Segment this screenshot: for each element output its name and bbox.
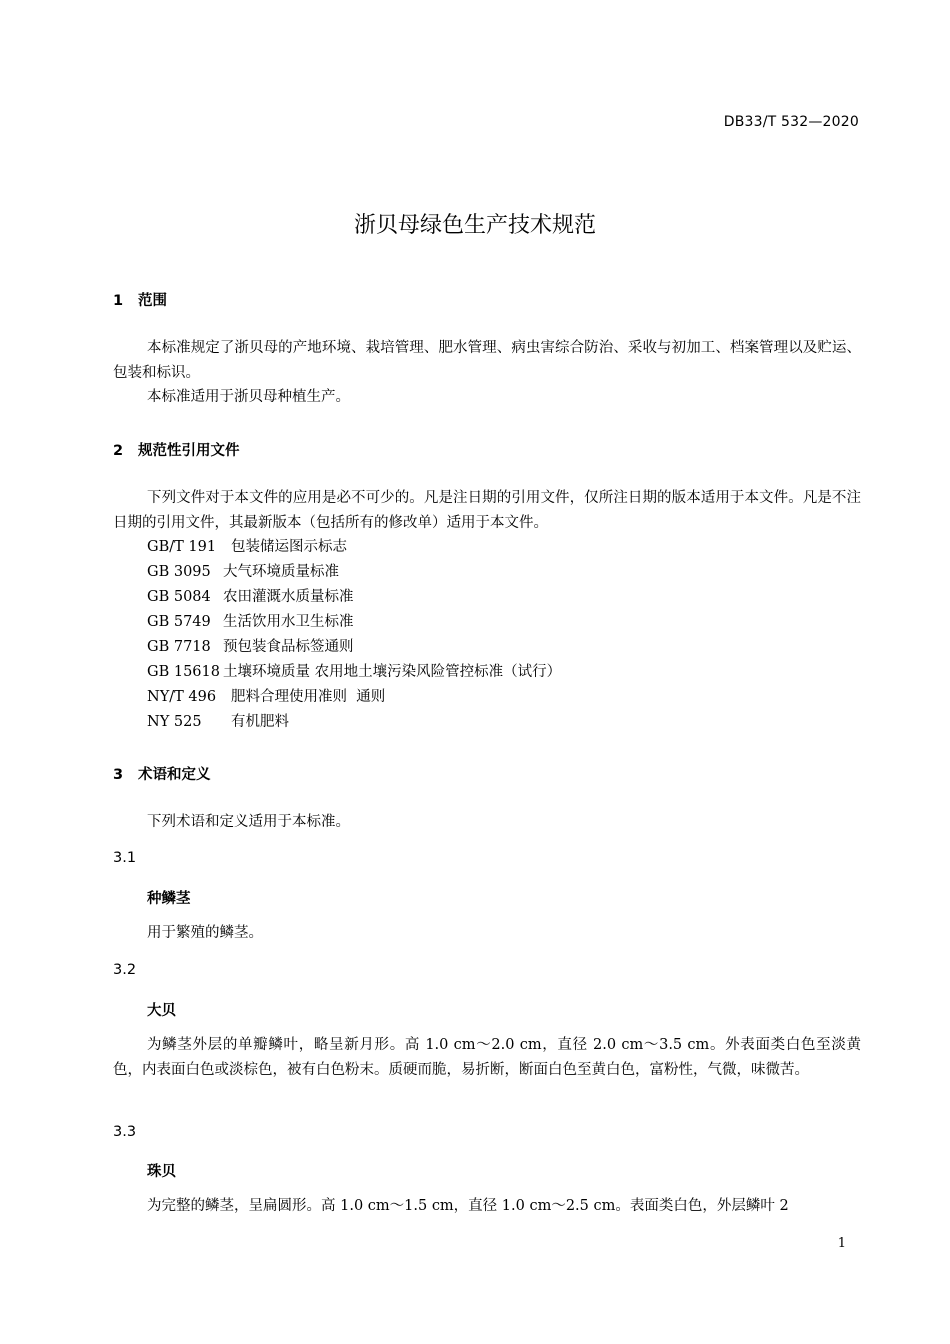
- reference-name: 土壤环境质量 农用地土壤污染风险管控标准（试行）: [223, 664, 562, 680]
- reference-name: 农田灌溉水质量标准: [223, 589, 354, 605]
- section-title: 规范性引用文件: [138, 443, 240, 459]
- term-name: 种鳞茎: [147, 891, 191, 907]
- reference-code: NY/T 496: [147, 689, 217, 705]
- standard-code: DB33/T 532—2020: [723, 114, 859, 130]
- section-title: 术语和定义: [138, 767, 211, 783]
- reference-code: GB 7718: [147, 639, 211, 655]
- section-title: 范围: [138, 293, 167, 309]
- reference-name: 肥料合理使用准则 通则: [231, 689, 386, 705]
- section-1-paragraph-1: 本标准规定了浙贝母的产地环境、栽培管理、肥水管理、病虫害综合防治、采收与初加工、档案管理以及贮运、包装和标识。: [113, 340, 861, 381]
- reference-name: 有机肥料: [231, 714, 289, 730]
- section-2-intro: 下列文件对于本文件的应用是必不可少的。凡是注日期的引用文件，仅所注日期的版本适用于本文件。凡是不注日期的引用文件，其最新版本（包括所有的修改单）适用于本文件。: [113, 490, 861, 531]
- reference-code: GB 3095: [147, 564, 211, 580]
- reference-name: 生活饮用水卫生标准: [223, 614, 354, 630]
- reference-item: [147, 585, 354, 610]
- reference-name: 包装储运图示标志: [231, 539, 347, 555]
- section-3-intro: 下列术语和定义适用于本标准。: [147, 814, 350, 830]
- section-1-heading: [113, 289, 167, 310]
- section-3-heading: [113, 763, 211, 784]
- reference-name: 大气环境质量标准: [223, 564, 339, 580]
- section-number: 2: [113, 443, 124, 459]
- section-2-heading: [113, 439, 240, 460]
- reference-code: GB 5084: [147, 589, 211, 605]
- reference-item: [147, 685, 385, 710]
- term-name: 珠贝: [147, 1164, 176, 1180]
- section-1-paragraph-2: 本标准适用于浙贝母种植生产。: [147, 389, 350, 405]
- section-number: 1: [113, 293, 124, 309]
- term-definition: 为鳞茎外层的单瓣鳞叶，略呈新月形。高 1.0 cm～2.0 cm，直径 2.0 cm～3.5 cm。外表面类白色至淡黄色，内表面白色或淡棕色，被有白色粉末。质硬而脆，易折断，断面白色至黄白色，富粉性，气微，味微苦。: [113, 1037, 861, 1078]
- term-number: 3.3: [113, 1124, 137, 1140]
- reference-item: [147, 610, 354, 635]
- term-number: 3.2: [113, 962, 137, 978]
- reference-item: [147, 635, 354, 660]
- term-definition: 用于繁殖的鳞茎。: [147, 925, 263, 941]
- term-name: 大贝: [147, 1003, 176, 1019]
- reference-item: [147, 660, 561, 685]
- reference-name: 预包装食品标签通则: [223, 639, 354, 655]
- page-number: 1: [837, 1236, 846, 1251]
- term-number: 3.1: [113, 850, 137, 866]
- reference-item: [147, 710, 289, 735]
- reference-item: [147, 535, 347, 560]
- document-title: 浙贝母绿色生产技术规范: [353, 213, 596, 238]
- reference-item: [147, 560, 339, 585]
- reference-code: NY 525: [147, 714, 202, 730]
- reference-code: GB 15618: [147, 664, 220, 680]
- section-number: 3: [113, 767, 124, 783]
- term-definition: 为完整的鳞茎，呈扁圆形。高 1.0 cm～1.5 cm，直径 1.0 cm～2.5 cm。表面类白色，外层鳞叶 2: [147, 1198, 789, 1214]
- reference-code: GB 5749: [147, 614, 211, 630]
- reference-code: GB/T 191: [147, 539, 217, 555]
